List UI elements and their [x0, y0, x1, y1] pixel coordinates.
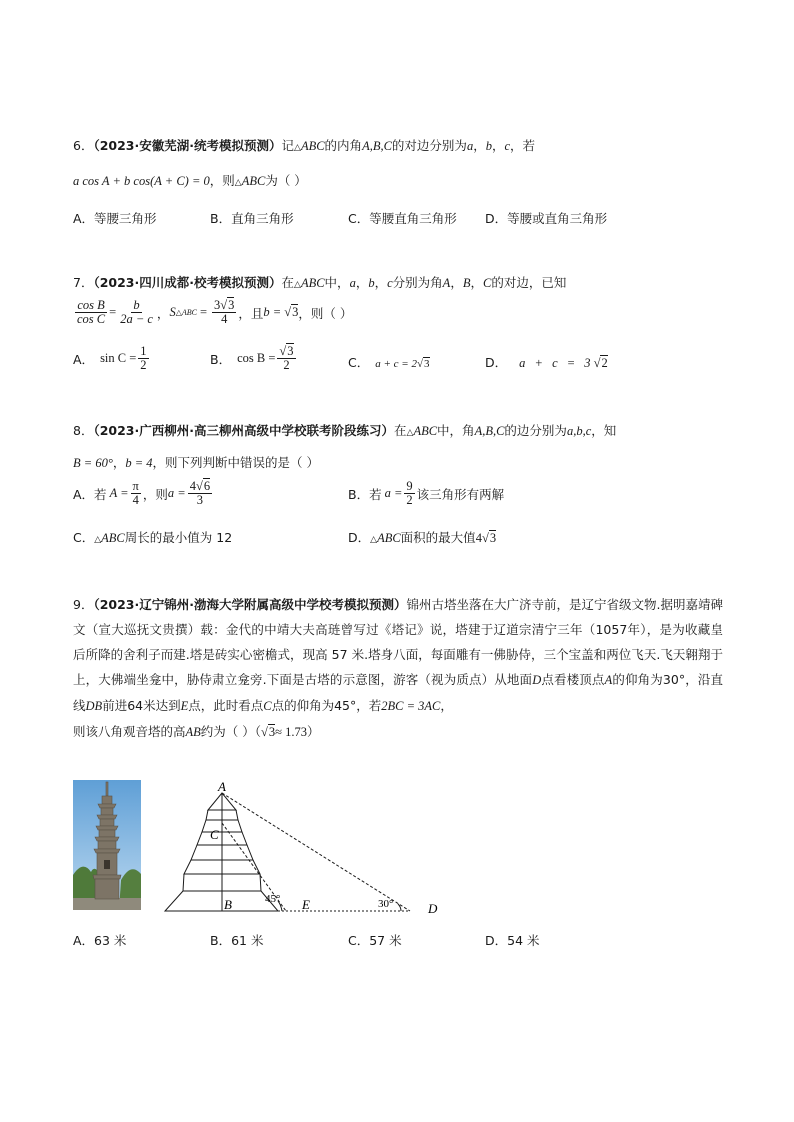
question-number: 6． — [73, 138, 94, 153]
q7-option-c[interactable]: C． a + c = 2√3 — [348, 355, 430, 370]
q8-option-a[interactable]: A．若 A = $\frac{\pi}{4}$ ，则 a = $\frac{4√6}{3}$ — [73, 479, 211, 508]
q7-option-d[interactable]: D． a + c = 3√2 — [485, 355, 608, 370]
q9-option-d[interactable]: D．54 米 — [485, 933, 540, 948]
fraction-cosb-cosc: $\frac{\text{cos B}}{\text{cos C}}$ — [77, 298, 106, 327]
question-8-line2: B = 60°，b = 4，则下列判断中错误的是（ ） — [73, 455, 320, 470]
equation: a cos A + b cos(A + C) = 0 — [73, 174, 210, 188]
q8-option-b[interactable]: B．若 a = $\frac{9}{2}$ 该三角形有两解 — [348, 479, 505, 508]
pagoda-photo — [73, 780, 141, 910]
question-8-line1: 8．（2023·广西柳州·高三柳州高级中学校联考阶段练习）在△ABC中，角A,B,C的边分别为a,b,c，知 — [73, 423, 617, 438]
question-number: 8． — [73, 423, 94, 438]
label-e: E — [302, 897, 310, 912]
q6-option-b[interactable]: B．直角三角形 — [210, 211, 294, 226]
label-c: C — [210, 827, 219, 842]
question-7-line2: $\frac{\text{cos B}}{\text{cos C}}$ = $\frac{b}{2a - c}$ ， S △ABC = $\frac{3√3}{4}$ ，且 b = √3 ，则（ ） — [77, 298, 353, 327]
q6-option-a[interactable]: A．等腰三角形 — [73, 211, 157, 226]
pagoda-diagram — [160, 780, 450, 915]
label-b: B — [224, 897, 232, 912]
q7-option-a[interactable]: A． sin C = $\frac{1}{2}$ — [73, 344, 147, 373]
question-source: （2023·广西柳州·高三柳州高级中学校联考阶段练习） — [93, 423, 394, 438]
q9-option-a[interactable]: A．63 米 — [73, 933, 127, 948]
q9-option-c[interactable]: C．57 米 — [348, 933, 402, 948]
fraction-area: $\frac{3√3}{4}$ — [214, 298, 235, 327]
label-angle-30: 30° — [378, 898, 394, 910]
label-angle-45: 45° — [265, 893, 281, 905]
question-source: （2023·四川成都·校考模拟预测） — [93, 275, 282, 290]
fraction-b-over: $\frac{b}{2a - c}$ — [120, 298, 153, 327]
question-9-text: 9．（2023·辽宁锦州·渤海大学附属高级中学校考模拟预测）锦州古塔坐落在大广济寺前，是辽宁省级文物.据明嘉靖碑文（宣大巡抚文贵撰）载：金代的中靖大夫高琏曾写过《塔记》说，塔建于辽道宗清宁三年（1057年），是为收藏皇后所降的舍利子而建.塔是砖实心密檐式，现高 57 米.塔身八面，每面雕有一佛胁侍，三个宝盖和两位飞天.飞天翱翔于上，大佛端坐龛中，胁侍肃立龛旁.下面是古塔的示意图，游客（视为质点）从地面D点看楼顶点A的仰角为30°，沿直线DB前进64米达到E点，此时看点C点的仰角为45°，若2BC = 3AC， 则该八角观音塔的高AB约为（ ）（√3≈ 1.73） — [73, 597, 723, 739]
question-number: 9． — [73, 597, 94, 612]
q6-option-d[interactable]: D．等腰或直角三角形 — [485, 211, 608, 226]
pagoda-photo-image — [73, 780, 141, 910]
q8-option-c[interactable]: C．△ABC周长的最小值为 12 — [73, 530, 233, 545]
q6-option-c[interactable]: C．等腰直角三角形 — [348, 211, 457, 226]
question-6-line2: a cos A + b cos(A + C) = 0，则△ABC为（ ） — [73, 173, 307, 188]
q8-option-d[interactable]: D．△ABC面积的最大值4√3 — [348, 530, 497, 545]
label-d: D — [428, 901, 438, 915]
q9-option-b[interactable]: B．61 米 — [210, 933, 264, 948]
question-7-line1: 7．（2023·四川成都·校考模拟预测）在△ABC中，a，b，c分别为角A，B，C的对边，已知 — [73, 275, 567, 290]
q7-option-b[interactable]: B． cos B = $\frac{√3}{2}$ — [210, 344, 294, 373]
question-number: 7． — [73, 275, 94, 290]
question-source: （2023·安徽芜湖·统考模拟预测） — [93, 138, 282, 153]
question-source: （2023·辽宁锦州·渤海大学附属高级中学校考模拟预测） — [93, 597, 407, 612]
question-6-line1: 6．（2023·安徽芜湖·统考模拟预测）记△ABC的内角A,B,C的对边分别为a，b，c，若 — [73, 138, 536, 153]
label-a: A — [218, 780, 226, 794]
